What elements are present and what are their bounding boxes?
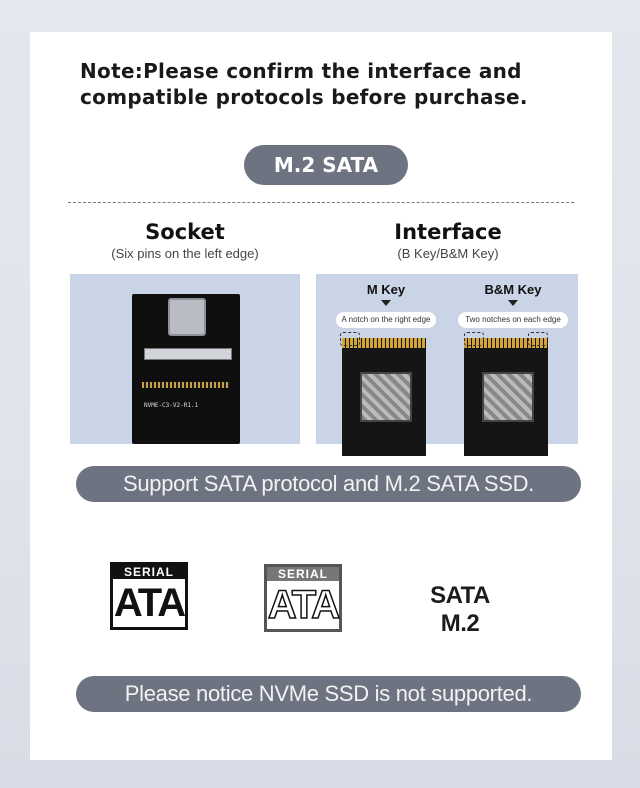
bm-key-ssd-image bbox=[464, 338, 548, 456]
purchase-note bbox=[80, 58, 580, 110]
logo-serial-text: SERIAL bbox=[113, 565, 185, 579]
socket-pins-icon bbox=[142, 382, 230, 388]
serial-ata-logo-solid bbox=[110, 562, 188, 630]
serial-ata-logo-outline bbox=[264, 564, 342, 632]
product-info-card bbox=[30, 32, 612, 760]
note-line-1: Note:Please confirm the interface and bbox=[80, 59, 522, 83]
dashed-divider bbox=[68, 202, 574, 203]
logo-ata-text: ATA bbox=[267, 583, 339, 627]
bm-key-label: B&M Key bbox=[484, 282, 542, 297]
socket-image-panel bbox=[70, 274, 300, 444]
socket-title: Socket bbox=[145, 220, 225, 244]
usb-c-port-icon bbox=[168, 298, 206, 336]
logo-ata-text: ATA bbox=[113, 581, 185, 625]
board-silkscreen: NVME-C3-V2-R1.1 bbox=[144, 402, 199, 409]
m-key-arrow-icon bbox=[381, 300, 391, 306]
bm-key-notch-right-marker bbox=[528, 332, 548, 346]
support-banner: Support SATA protocol and M.2 SATA SSD. bbox=[76, 466, 581, 502]
note-line-2: compatible protocols before purchase. bbox=[80, 85, 528, 109]
m2-slot-icon bbox=[144, 348, 232, 360]
logo-serial-text: SERIAL bbox=[267, 567, 339, 581]
bm-key-notch-left-marker bbox=[464, 332, 484, 346]
m2-sata-badge: M.2 SATA bbox=[244, 145, 408, 185]
notice-banner: Please notice NVMe SSD is not supported. bbox=[76, 676, 581, 712]
m-key-note: A notch on the right edge bbox=[336, 312, 436, 328]
bm-key-note: Two notches on each edge bbox=[458, 312, 568, 328]
bm-key-arrow-icon bbox=[508, 300, 518, 306]
interface-image-panel bbox=[316, 274, 578, 444]
sata-m2-logo: SATA M.2 bbox=[430, 582, 490, 637]
m-key-label: M Key bbox=[366, 282, 406, 297]
socket-subtitle: (Six pins on the left edge) bbox=[111, 246, 259, 261]
ssd-chip-icon bbox=[360, 372, 412, 422]
interface-subtitle: (B Key/B&M Key) bbox=[397, 246, 499, 261]
interface-title: Interface bbox=[394, 220, 502, 244]
m-key-ssd-image bbox=[342, 338, 426, 456]
m-key-notch-marker bbox=[340, 332, 360, 346]
ssd-chip-icon bbox=[482, 372, 534, 422]
adapter-board-image bbox=[132, 294, 240, 444]
